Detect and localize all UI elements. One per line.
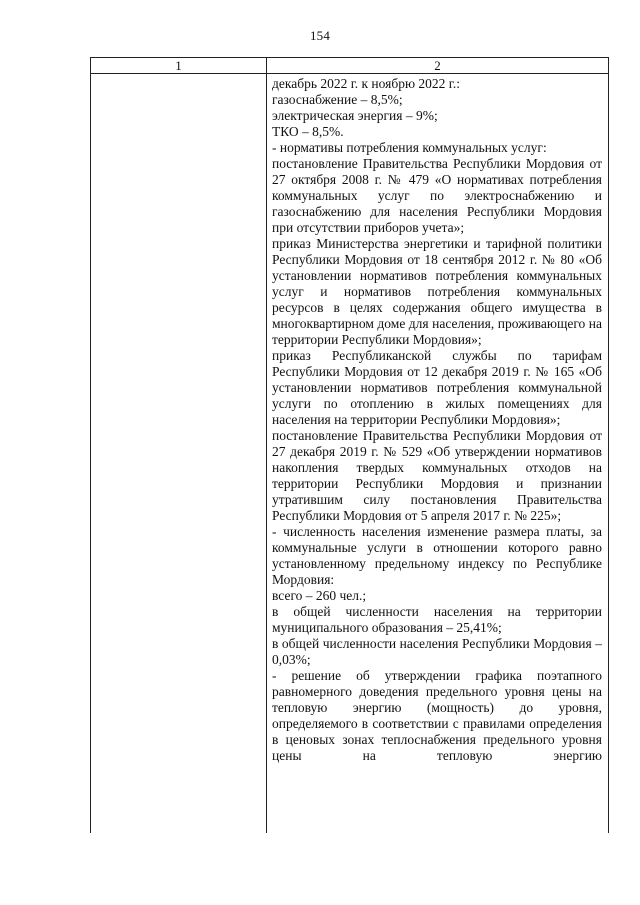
paragraph-population-heading: - численность населения изменение размера платы, за коммунальные услуги в отношении которого равно установленному предельному индексу по Республике Мордовия: xyxy=(272,524,602,587)
page-number: 154 xyxy=(309,28,331,43)
paragraph-heat-price-decision: - решение об утверждении графика поэтапного равномерного доведения предельного уровня цены на тепловую энергию (мощность) до уровня, определяемого в соответствии с правилами определения в ценовых зонах теплоснабжения предельного уровня цены на тепловую энергию xyxy=(272,668,602,763)
column-header-2: 2 xyxy=(267,58,609,74)
column-header-1: 1 xyxy=(91,58,267,74)
paragraph-population-republic: в общей численности населения Республики Мордовия – 0,03%; xyxy=(272,636,602,667)
right-cell-content xyxy=(267,74,608,764)
paragraph-order-165: приказ Республиканской службы по тарифам Республики Мордовия от 12 декабря 2019 г. № 165 «Об установлении нормативов потребления коммунальной услуги по отоплению в жилых помещениях для населения на территории Республики Мордовия»; xyxy=(272,348,602,427)
paragraph-gas: газоснабжение – 8,5%; xyxy=(272,92,403,107)
paragraph-population-municipal: в общей численности населения на территории муниципального образования – 25,41%; xyxy=(272,604,602,635)
paragraph-order-80: приказ Министерства энергетики и тарифной политики Республики Мордовия от 18 сентября 2012 г. № 80 «Об установлении нормативов потребления коммунальных услуг и нормативов потребления коммунальных ресурсов в целях содержания общего имущества в многоквартирном доме для населения, проживающего на территории Республики Мордовия»; xyxy=(272,236,602,347)
table-row xyxy=(91,74,609,834)
paragraph-population-total: всего – 260 чел.; xyxy=(272,588,367,603)
table-header-row xyxy=(91,58,609,74)
paragraph-tko: ТКО – 8,5%. xyxy=(272,124,344,139)
paragraph-electricity: электрическая энергия – 9%; xyxy=(272,108,438,123)
right-cell xyxy=(267,74,609,834)
paragraph-resolution-479: постановление Правительства Республики Мордовия от 27 октября 2008 г. № 479 «О нормативах потребления коммунальных услуг по электроснабжению и газоснабжению для населения Республики Мордовия при отсутствии приборов учета»; xyxy=(272,156,602,235)
paragraph-resolution-529: постановление Правительства Республики Мордовия от 27 декабря 2019 г. № 529 «Об утверждении нормативов накопления твердых коммунальных отходов на территории Республики Мордовия и признании утратившим силу постановления Правительства Республики Мордовия от 5 апреля 2017 г. № 225»; xyxy=(272,428,602,523)
paragraph-norms-heading: - нормативы потребления коммунальных услуг: xyxy=(272,140,547,155)
left-cell xyxy=(91,74,267,834)
document-table xyxy=(90,57,609,833)
paragraph-period: декабрь 2022 г. к ноябрю 2022 г.: xyxy=(272,76,460,91)
